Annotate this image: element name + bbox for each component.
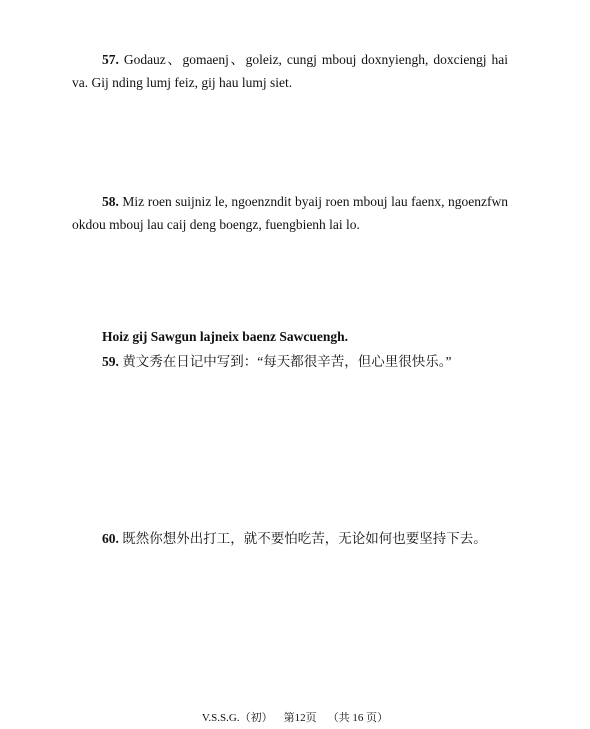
question-number: 58. xyxy=(102,194,119,209)
question-number: 60. xyxy=(102,531,119,546)
question-number: 59. xyxy=(102,354,119,369)
question-number: 57. xyxy=(102,52,119,67)
page-footer: V.S.S.G.（初） 第12页 （共 16 页） xyxy=(201,712,389,724)
question-60 xyxy=(102,527,522,550)
question-text: Miz roen suijniz le, ngoenzndit byaij roen mbouj lau faenx, ngoenzfwn okdou mbouj lau caij deng boengz, fuengbienh lai lo. xyxy=(72,194,508,232)
question-text: 黄文秀在日记中写到：“每天都很辛苦，但心里很快乐。” xyxy=(118,354,452,369)
question-57 xyxy=(72,48,508,94)
question-text: 既然你想外出打工，就不要怕吃苦，无论如何也要坚持下去。 xyxy=(118,531,487,546)
section-heading: Hoiz gij Sawgun lajneix baenz Sawcuengh. xyxy=(102,329,349,344)
question-59 xyxy=(102,350,522,373)
question-58 xyxy=(72,190,508,236)
question-text: Godauz、gomaenj、goleiz, cungj mbouj doxnyiengh, doxciengj hai va. Gij nding lumj feiz, gij hau lumj siet. xyxy=(72,52,508,90)
